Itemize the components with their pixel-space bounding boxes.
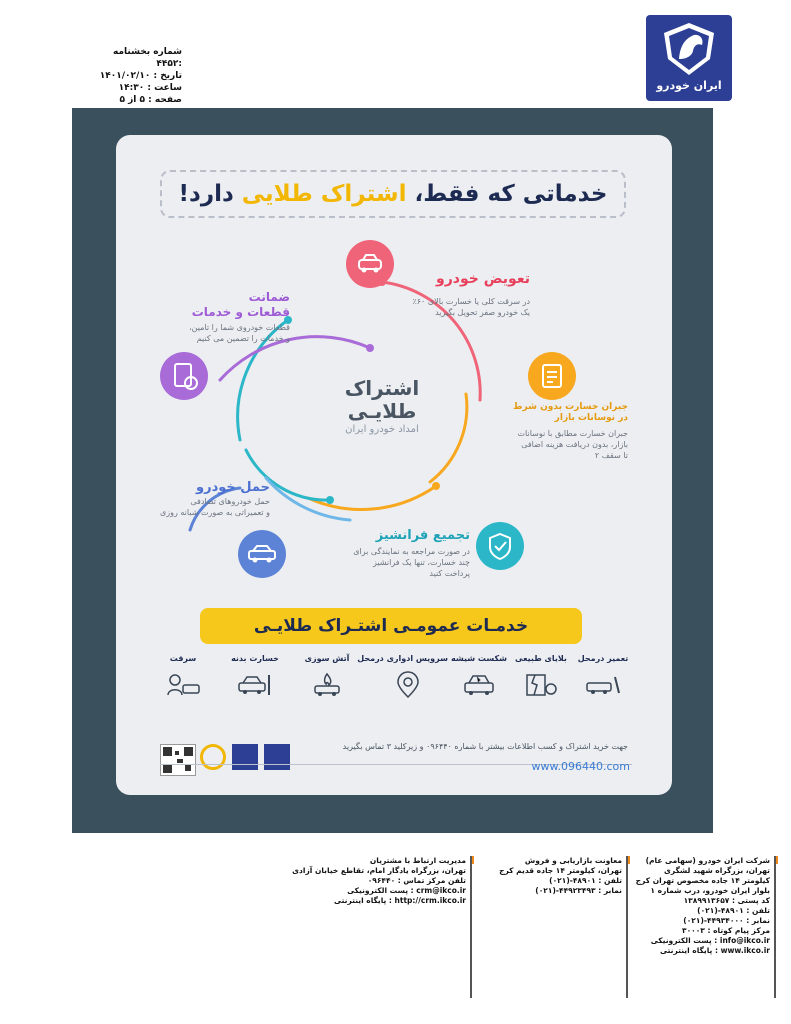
- broken-glass-car-icon: [459, 671, 499, 699]
- theft-icon: [163, 671, 203, 699]
- compensation-icon: [528, 352, 576, 400]
- center-title-1: اشتراک: [344, 376, 420, 400]
- guarantee-title-2: قطعات و خدمات: [191, 305, 290, 319]
- service-theft: [146, 654, 220, 699]
- footer-crm: [292, 856, 466, 906]
- towing-desc-2: و تعمیراتی به صورت شبانه روزی: [160, 508, 270, 517]
- guarantee-icon: [160, 352, 208, 400]
- towing-icon: [238, 530, 286, 578]
- footer-line: کد پستی : ۱۳۸۹۹۱۳۶۵۷: [683, 896, 770, 905]
- service-label: تعمیر درمحل: [577, 654, 629, 663]
- footer-line: crm@ikco.ir : پست الکترونیکی: [347, 886, 466, 895]
- service-label: بلایای طبیعی: [515, 654, 567, 663]
- letter-time: ساعت : ۱۴:۳۰: [118, 83, 182, 93]
- partner-logo-1: [200, 744, 226, 770]
- car-replace-desc-2: یک خودرو صفر تحویل بگیرید: [435, 308, 530, 317]
- footer-line: بلوار ایران خودرو، درب شماره ۱: [650, 886, 770, 895]
- service-glass-break: [442, 654, 516, 699]
- footer-line: تهران، بزرگراه شهید لشگری: [664, 866, 770, 875]
- circular-number: شماره بخشنامه :۴۴۵۲: [113, 47, 182, 69]
- franchise-icon: [476, 522, 524, 570]
- guarantee-title: [180, 290, 290, 320]
- logo-brand-text: ایران خودرو: [656, 79, 722, 92]
- footer-line: معاونت بازاریابی و فروش: [524, 856, 622, 865]
- collision-car-icon: [235, 671, 275, 699]
- center-subtitle: امداد خودرو ایران: [345, 424, 419, 435]
- footer-line: www.ikco.ir : پایگاه اینترنتی: [660, 946, 770, 955]
- compensation-desc-3: تا سقف ۲: [594, 451, 628, 460]
- headline-post: دارد!: [178, 181, 234, 207]
- center-title-2: طلایـی: [347, 399, 417, 423]
- poster-headline: [160, 170, 626, 218]
- compensation-title: [500, 402, 628, 424]
- partner-logo-2: [232, 744, 258, 770]
- franchise-desc-3: پرداخت کنید: [429, 569, 470, 578]
- horse-head-icon: [660, 21, 718, 77]
- franchise-desc-2: چند خسارت، تنها یک فرانشیز: [372, 558, 470, 567]
- service-periodic: [357, 654, 448, 699]
- guarantee-desc: [170, 322, 290, 344]
- partner-logo-3: [264, 744, 290, 770]
- page-number: صفحه : ۵ از ۵: [119, 95, 182, 105]
- footer-line: مدیریت ارتباط با مشتریان: [369, 856, 466, 865]
- service-fire: [290, 654, 364, 699]
- headline-gold: اشتراک طلایی: [241, 181, 407, 207]
- footer-marketing: [476, 856, 622, 896]
- footer-line: http://crm.ikco.ir : پایگاه اینترنتی: [334, 896, 466, 905]
- qr-code: [160, 744, 196, 776]
- footer-line: نمابر : ۴۴۹۲۳۴۹۳-(۰۲۱): [535, 886, 622, 895]
- location-pin-icon: [388, 671, 428, 699]
- contact-info: جهت خرید اشتراک و کسب اطلاعات بیشتر با شماره ۰۹۶۴۴۰ و زیرکلید ۳ تماس بگیرید: [342, 742, 628, 751]
- franchise-desc-1: در صورت مراجعه به نمایندگی برای: [353, 547, 470, 556]
- repair-car-icon: [583, 671, 623, 699]
- service-label: سرقت: [169, 654, 197, 663]
- compensation-desc-2: بازار، بدون دریافت هزینه اضافی: [521, 440, 628, 449]
- franchise-desc: [350, 546, 470, 579]
- service-label: خسارت بدنه: [231, 654, 279, 663]
- footer-line: تهران، بزرگراه یادگار امام، تقاطع خیابان آزادی: [292, 866, 466, 875]
- towing-desc: [150, 496, 270, 518]
- footer-line: مرکز پیام کوتاه : ۳۰۰۰۳: [682, 926, 770, 935]
- guarantee-desc-1: قطعات خودروی شما را تامین،: [189, 323, 290, 332]
- footer-line: info@ikco.ir : پست الکترونیکی: [650, 936, 770, 945]
- footer-company: [632, 856, 770, 956]
- compensation-desc-1: جبران خسارت مطابق با نوسانات: [517, 429, 628, 438]
- compensation-desc: [500, 428, 628, 461]
- service-label: آتش سوزی: [304, 654, 350, 663]
- service-body-damage: [218, 654, 292, 699]
- service-label: شکست شیشه: [450, 654, 508, 663]
- franchise-title: تجمیع فرانشیز: [375, 528, 470, 543]
- car-replace-title: تعویض خودرو: [436, 271, 530, 287]
- letter-date: تاریخ : ۱۴۰۱/۰۲/۱۰: [99, 71, 182, 81]
- footer-line: تهران، کیلومتر ۱۴ جاده قدیم کرج: [499, 866, 622, 875]
- headline-pre: خدماتی که فقط،: [414, 181, 608, 207]
- service-label: سرویس ادواری درمحل: [357, 654, 448, 663]
- footer-divider: [470, 856, 472, 998]
- fire-car-icon: [307, 671, 347, 699]
- footer-line: کیلومتر ۱۴ جاده مخصوص تهران کرج: [635, 876, 770, 885]
- footer-divider: [626, 856, 628, 998]
- footer-line: تلفن مرکز تماس : ۰۹۶۴۴۰: [367, 876, 466, 885]
- car-replace-desc-1: در سرقت کلی یا خسارت بالای ۶۰٪: [412, 297, 530, 306]
- footer-line: شرکت ایران خودرو (سهامی عام): [645, 856, 770, 865]
- footer-divider: [774, 856, 776, 998]
- guarantee-desc-2: و خدمات را تضمین می کنیم: [196, 334, 290, 343]
- center-badge: [298, 346, 466, 466]
- towing-title: حمل خودرو: [196, 480, 270, 495]
- car-replace-desc: [380, 296, 530, 318]
- towing-desc-1: حمل خودروهای تصادفی: [190, 497, 270, 506]
- website-link[interactable]: www.096440.com: [531, 760, 630, 773]
- general-services-banner: خدمـات عمومـی اشتـراک طلایـی: [200, 608, 582, 644]
- guarantee-title-1: ضمانت: [248, 290, 290, 304]
- ikco-logo: [646, 15, 732, 101]
- letter-meta: [92, 46, 182, 106]
- disaster-icon: [521, 671, 561, 699]
- compensation-title-1: جبران خسارت بدون شرط: [513, 402, 628, 412]
- footer-line: تلفن : ۴۸۹۰۱-(۰۲۱): [549, 876, 622, 885]
- footer-line: تلفن : ۴۸۹۰۱-(۰۲۱): [697, 906, 770, 915]
- footer-line: نمابر : ۴۴۹۳۴۰۰۰-(۰۲۱): [683, 916, 770, 925]
- car-replace-icon: [346, 240, 394, 288]
- compensation-title-2: در نوسانات بازار: [554, 413, 628, 423]
